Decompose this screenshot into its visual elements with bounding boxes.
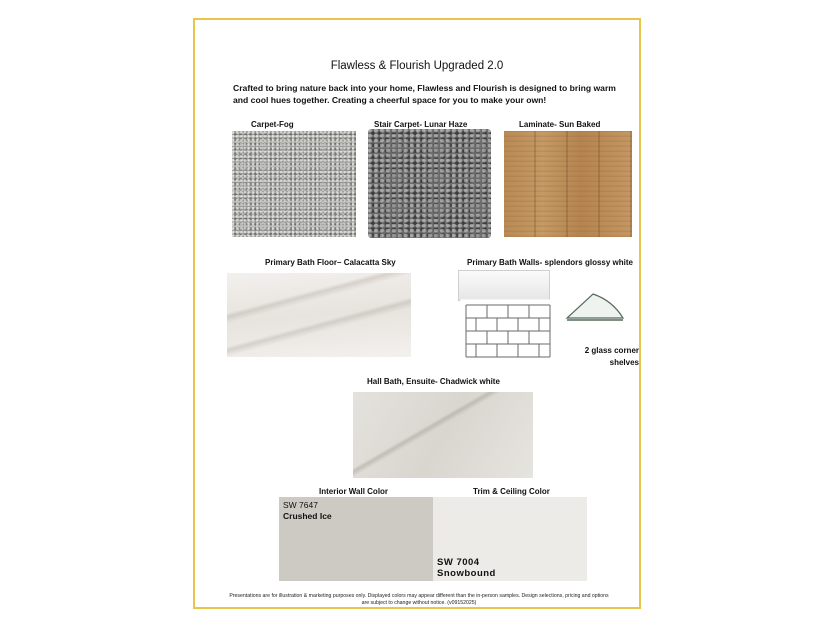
interior-wall-color-swatch <box>279 497 433 581</box>
trim-ceiling-code: SW 7004 <box>437 557 480 568</box>
laminate-label: Laminate- Sun Baked <box>519 120 601 129</box>
trim-ceiling-label: Trim & Ceiling Color <box>473 487 550 496</box>
interior-wall-label: Interior Wall Color <box>319 487 389 496</box>
splendors-tile-swatch <box>458 270 550 301</box>
laminate-swatch <box>504 131 632 237</box>
hall-bath-label: Hall Bath, Ensuite- Chadwick white <box>367 377 500 386</box>
carpet-fog-label: Carpet-Fog <box>251 120 294 129</box>
design-board <box>193 18 641 609</box>
primary-bath-floor-label: Primary Bath Floor– Calacatta Sky <box>265 258 396 267</box>
interior-wall-name: Crushed Ice <box>283 511 332 521</box>
interior-wall-code: SW 7647 <box>283 500 318 510</box>
glass-corner-shelf-icon <box>563 290 633 326</box>
intro-text: Crafted to bring nature back into your home, Flawless and Flourish is designed to bring warm and cool hues together. Creating a cheerful space for you to make your own! <box>233 83 616 105</box>
shelves-label-line2: shelves <box>609 358 639 367</box>
page-title: Flawless & Flourish Upgraded 2.0 <box>330 60 504 72</box>
stair-carpet-swatch <box>368 129 491 238</box>
chadwick-white-swatch <box>353 392 533 478</box>
shelves-label-line1: 2 glass corner <box>584 346 639 355</box>
calacatta-sky-swatch <box>227 273 411 357</box>
carpet-fog-swatch <box>232 131 356 237</box>
trim-ceiling-name: Snowbound <box>437 568 496 579</box>
primary-bath-walls-label: Primary Bath Walls- splendors glossy white <box>467 258 633 267</box>
trim-ceiling-color-swatch <box>433 497 587 581</box>
stair-carpet-label: Stair Carpet- Lunar Haze <box>374 120 468 129</box>
subway-tile-pattern-icon <box>460 299 556 367</box>
disclaimer-footer: Presentations are for illustration & marketing purposes only. Displayed colors may appear different than the in-person samples. Design selections, pricing and options are subject to change without notice. (v09152025) <box>229 593 609 606</box>
